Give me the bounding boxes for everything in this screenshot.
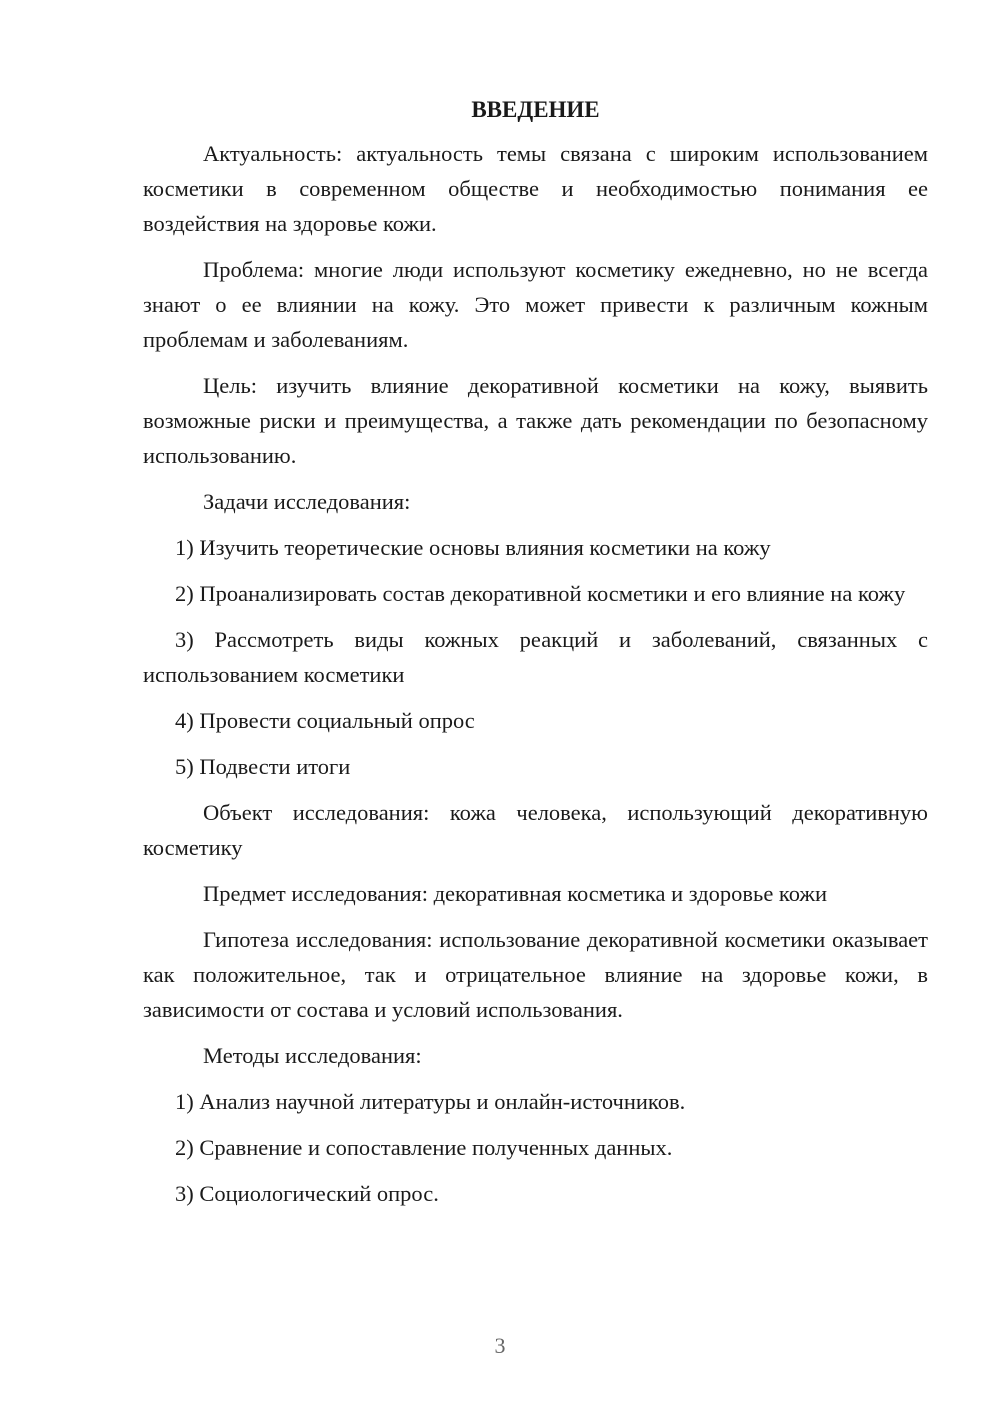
methods-title: Методы исследования: — [203, 1043, 422, 1068]
task-item: 3) Рассмотреть виды кожных реакций и заболеваний, связанных с использованием косметики — [143, 627, 928, 687]
task-item: 1) Изучить теоретические основы влияния косметики на кожу — [175, 535, 771, 560]
relevance-paragraph: Актуальность: актуальность темы связана с широким использованием косметики в современном обществе и необходимостью понимания ее воздействия на здоровье кожи. — [143, 141, 928, 236]
section-heading: ВВЕДЕНИЕ — [471, 97, 600, 122]
tasks-title: Задачи исследования: — [203, 489, 411, 514]
task-item: 5) Подвести итоги — [175, 754, 351, 779]
problem-paragraph: Проблема: многие люди используют косметику ежедневно, но не всегда знают о ее влиянии на кожу. Это может привести к различным кожным проблемам и заболеваниям. — [143, 257, 928, 352]
hypothesis-paragraph: Гипотеза исследования: использование декоративной косметики оказывает как положительное, так и отрицательное влияние на здоровье кожи, в зависимости от состава и условий использования. — [143, 927, 928, 1022]
page-content — [143, 92, 928, 1222]
method-item: 1) Анализ научной литературы и онлайн-источников. — [175, 1089, 686, 1114]
subject-paragraph: Предмет исследования: декоративная косметика и здоровье кожи — [203, 881, 827, 906]
page-number: 3 — [494, 1333, 506, 1358]
task-item: 2) Проанализировать состав декоративной косметики и его влияние на кожу — [175, 581, 906, 606]
goal-paragraph: Цель: изучить влияние декоративной косметики на кожу, выявить возможные риски и преимущества, а также дать рекомендации по безопасному использованию. — [143, 373, 928, 468]
task-item: 4) Провести социальный опрос — [175, 708, 475, 733]
method-item: 2) Сравнение и сопоставление полученных данных. — [175, 1135, 673, 1160]
method-item: 3) Социологический опрос. — [175, 1181, 439, 1206]
object-paragraph: Объект исследования: кожа человека, использующий декоративную косметику — [143, 800, 928, 860]
